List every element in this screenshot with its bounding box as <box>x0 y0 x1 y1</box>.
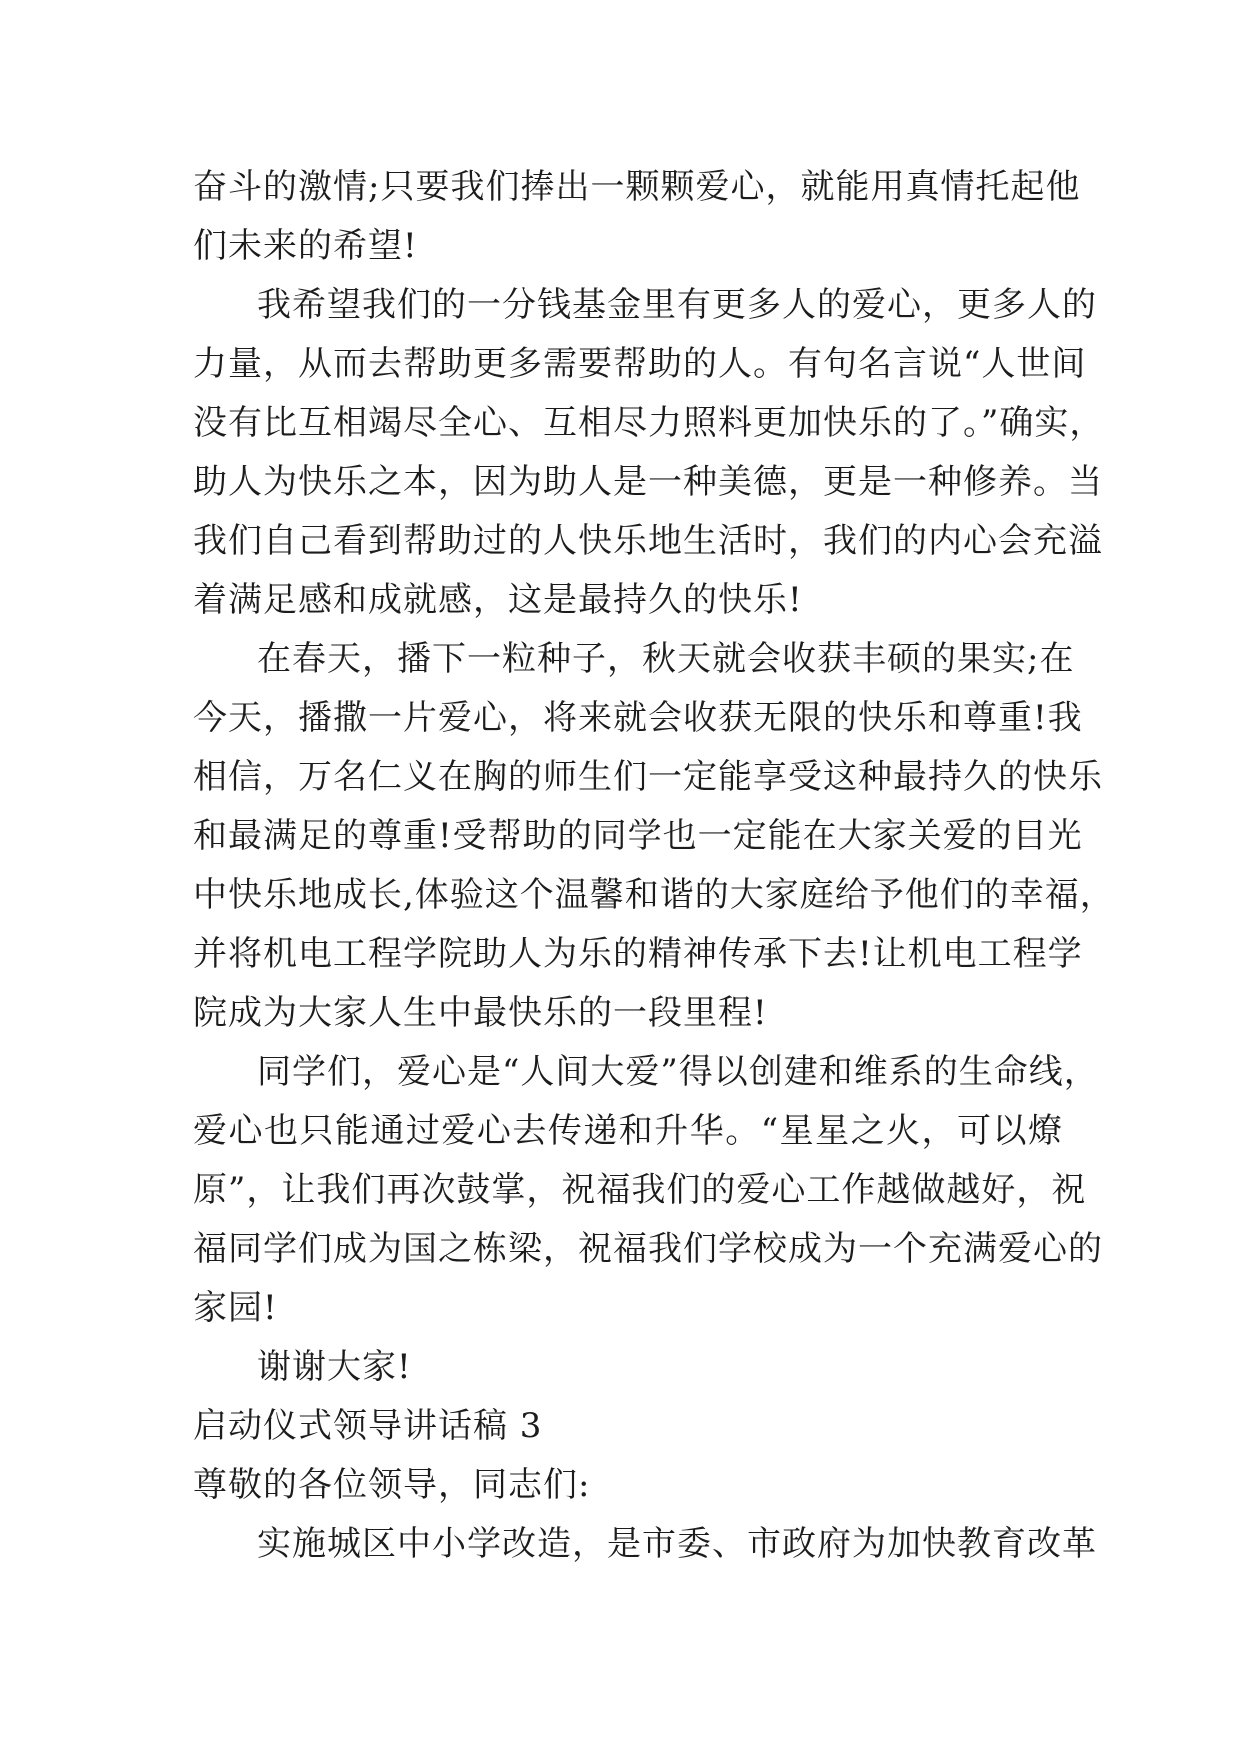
text-line: 我们自己看到帮助过的人快乐地生活时，我们的内心会充溢 <box>193 521 1103 561</box>
text-line: 家园! <box>193 1288 278 1328</box>
text-line: 奋斗的激情;只要我们捧出一颗颗爱心，就能用真情托起他 <box>193 167 1081 207</box>
text-line: 原”，让我们再次鼓掌，祝福我们的爱心工作越做越好，祝 <box>193 1170 1087 1210</box>
text-line: 今天，播撒一片爱心，将来就会收获无限的快乐和尊重!我 <box>193 698 1083 738</box>
text-line: 力量，从而去帮助更多需要帮助的人。有句名言说“人世间 <box>193 344 1087 384</box>
paragraph-start-line: 同学们，爱心是“人间大爱”得以创建和维系的生命线， <box>257 1052 1099 1092</box>
text-line: 并将机电工程学院助人为乐的精神传承下去!让机电工程学 <box>193 934 1083 974</box>
salutation-line: 尊敬的各位领导，同志们: <box>193 1465 591 1505</box>
text-line: 没有比互相竭尽全心、互相尽力照料更加快乐的了。”确实， <box>193 403 1105 443</box>
text-line: 助人为快乐之本，因为助人是一种美德，更是一种修养。当 <box>193 462 1103 502</box>
text-line: 们未来的希望! <box>193 226 418 266</box>
text-line: 着满足感和成就感，这是最持久的快乐! <box>193 580 803 620</box>
paragraph-start-line: 实施城区中小学改造，是市委、市政府为加快教育改革 <box>257 1524 1097 1564</box>
section-title: 启动仪式领导讲话稿 3 <box>193 1406 543 1446</box>
paragraph-start-line: 在春天，播下一粒种子，秋天就会收获丰硕的果实;在 <box>257 639 1075 679</box>
body-text <box>193 158 1115 1574</box>
text-line: 和最满足的尊重!受帮助的同学也一定能在大家关爱的目光 <box>193 816 1083 856</box>
closing-line: 谢谢大家! <box>257 1347 412 1387</box>
text-line: 相信，万名仁义在胸的师生们一定能享受这种最持久的快乐 <box>193 757 1103 797</box>
text-line: 院成为大家人生中最快乐的一段里程! <box>193 993 768 1033</box>
paragraph-start-line: 我希望我们的一分钱基金里有更多人的爱心，更多人的 <box>257 285 1097 325</box>
text-line: 福同学们成为国之栋梁，祝福我们学校成为一个充满爱心的 <box>193 1229 1103 1269</box>
text-line: 爱心也只能通过爱心去传递和升华。“星星之火，可以燎 <box>193 1111 1063 1151</box>
text-line: 中快乐地成长,体验这个温馨和谐的大家庭给予他们的幸福， <box>193 875 1115 915</box>
